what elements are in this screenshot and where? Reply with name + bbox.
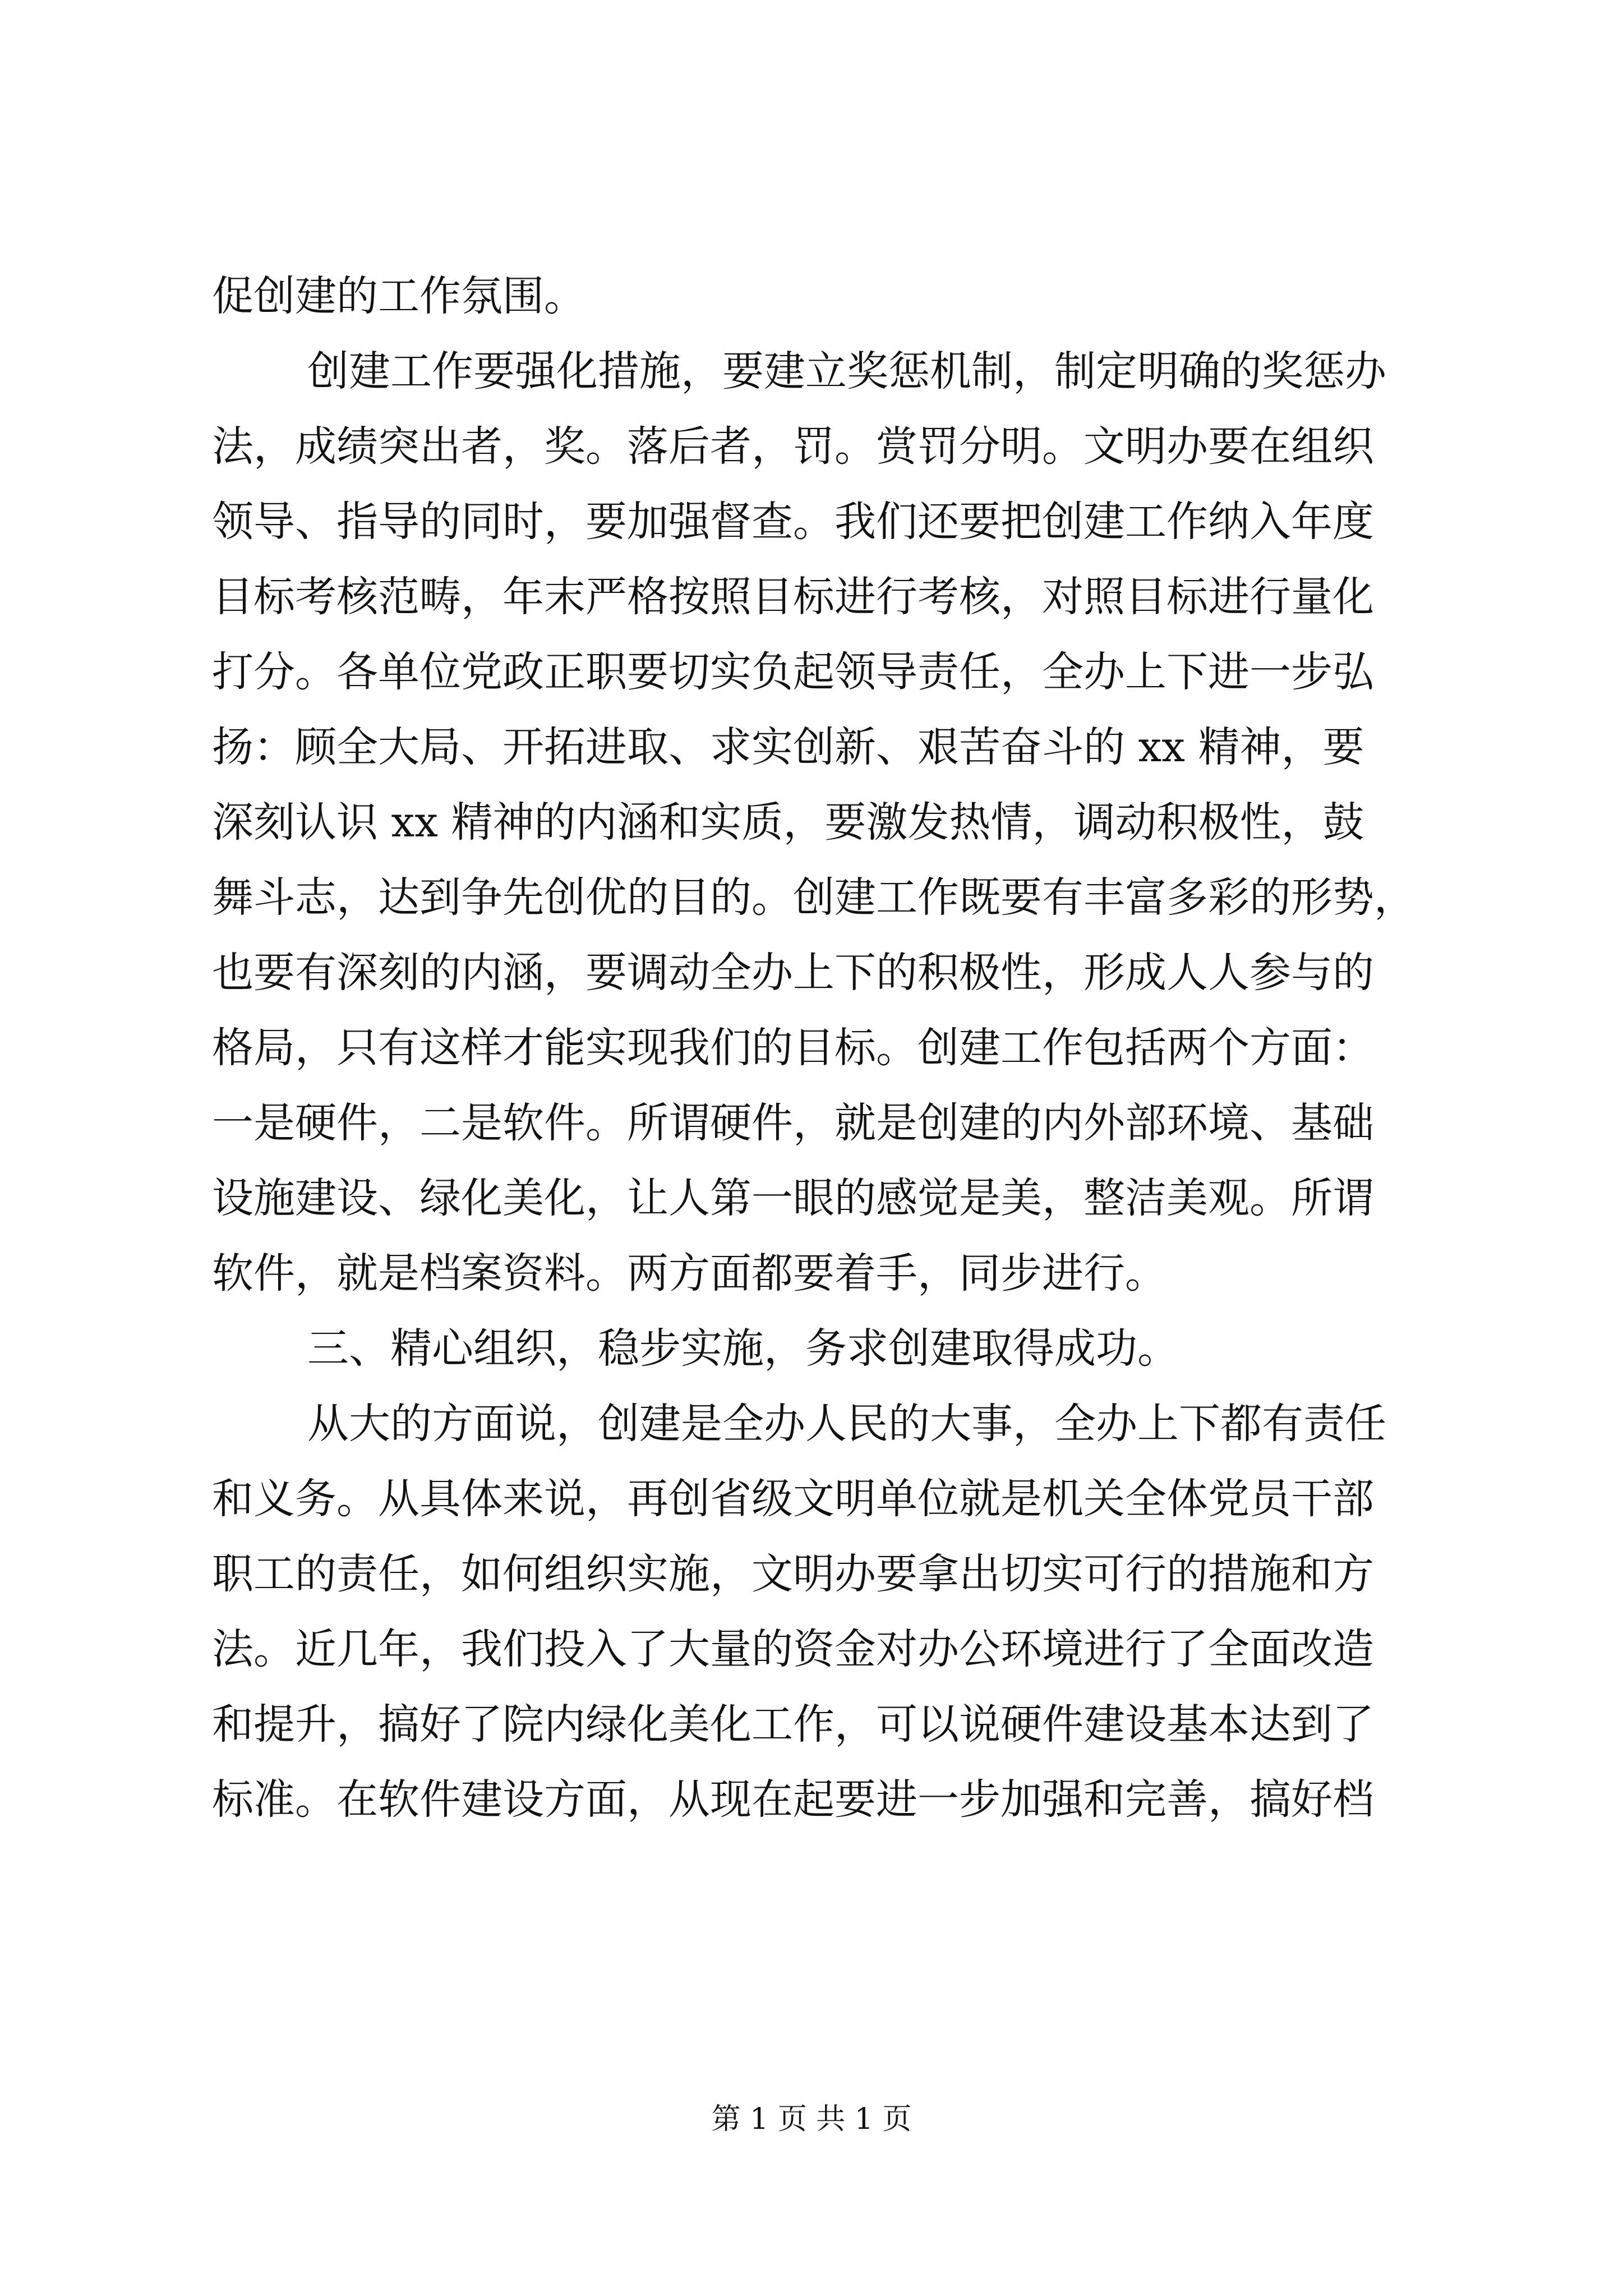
text-line: 舞斗志，达到争先创优的目的。创建工作既要有丰富多彩的形势， [212, 873, 1415, 922]
text-line: 创建工作要强化措施，要建立奖惩机制，制定明确的奖惩办 [307, 347, 1386, 395]
text-line: 从大的方面说，创建是全办人民的大事，全办上下都有责任 [307, 1400, 1386, 1448]
text-line: 法。近几年，我们投入了大量的资金对办公环境进行了全面改造 [212, 1625, 1374, 1673]
text-line: 标准。在软件建设方面，从现在起要进一步加强和完善，搞好档 [212, 1775, 1374, 1824]
text-line: 深刻认识 xx 精神的内涵和实质，要激发热情，调动积极性，鼓 [212, 798, 1364, 846]
text-line: 扬：顾全大局、开拓进取、求实创新、艰苦奋斗的 xx 精神，要 [212, 723, 1364, 771]
text-line: 职工的责任，如何组织实施，文明办要拿出切实可行的措施和方 [212, 1550, 1374, 1598]
text-line: 促创建的工作氛围。 [212, 272, 585, 320]
text-line: 和提升，搞好了院内绿化美化工作，可以说硬件建设基本达到了 [212, 1700, 1374, 1749]
text-line: 一是硬件，二是软件。所谓硬件，就是创建的内外部环境、基础 [212, 1099, 1374, 1147]
text-line: 打分。各单位党政正职要切实负起领导责任，全办上下进一步弘 [212, 648, 1374, 696]
section-heading: 三、精心组织，稳步实施，务求创建取得成功。 [307, 1324, 1179, 1373]
text-line: 也要有深刻的内涵，要调动全办上下的积极性，形成人人参与的 [212, 949, 1374, 997]
text-line: 软件，就是档案资料。两方面都要着手，同步进行。 [212, 1249, 1166, 1297]
text-line: 法，成绩突出者，奖。落后者，罚。赏罚分明。文明办要在组织 [212, 422, 1374, 471]
text-line: 和义务。从具体来说，再创省级文明单位就是机关全体党员干部 [212, 1475, 1374, 1523]
page-footer [0, 2099, 1623, 2139]
text-line: 领导、指导的同时，要加强督查。我们还要把创建工作纳入年度 [212, 498, 1374, 546]
page-number: 第 1 页 共 1 页 [711, 2102, 912, 2136]
text-line: 格局，只有这样才能实现我们的目标。创建工作包括两个方面： [212, 1024, 1374, 1072]
text-line: 目标考核范畴，年末严格按照目标进行考核，对照目标进行量化 [212, 573, 1374, 621]
text-line: 设施建设、绿化美化，让人第一眼的感觉是美，整洁美观。所谓 [212, 1174, 1374, 1222]
